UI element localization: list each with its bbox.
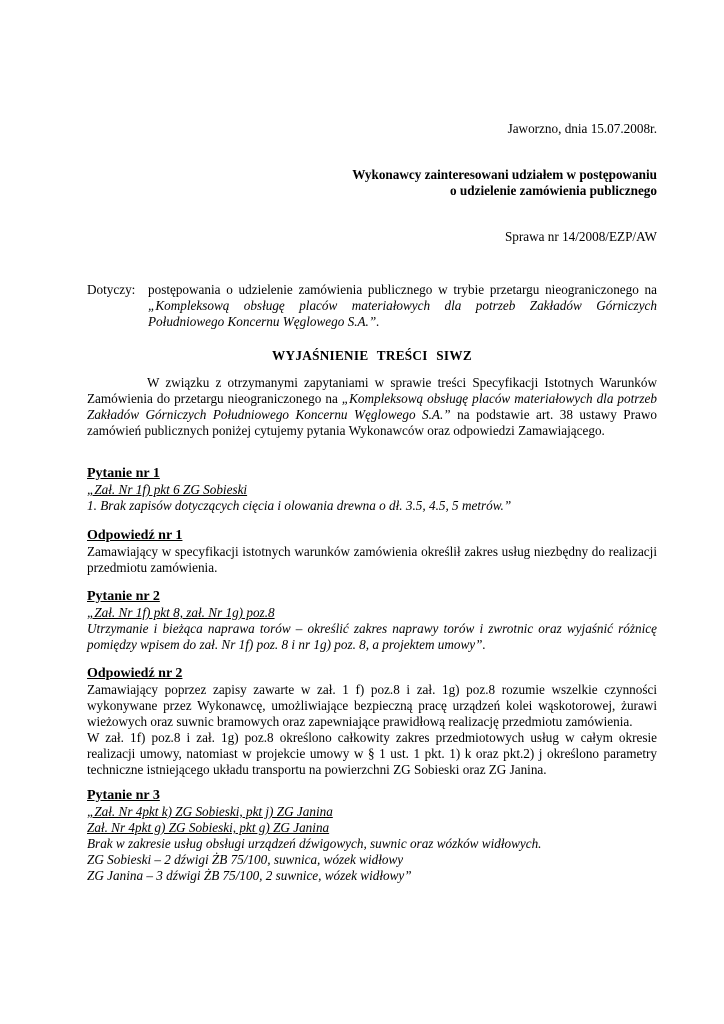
subject-line-3: Południowego Koncernu Węglowego S.A.”. bbox=[148, 314, 380, 329]
question-1 bbox=[87, 466, 657, 514]
question-3-heading: Pytanie nr 3 bbox=[87, 788, 160, 803]
subject-line-1: postępowania o udzielenie zamówienia publicznego w trybie przetargu nieograniczonego na bbox=[148, 282, 657, 297]
intro-italic: „Kompleksową obsługę placów materiałowych dla potrzeb Zakładów Górniczych Południowego Koncernu Węglowego S.A.” bbox=[87, 391, 657, 422]
subject-line-2: „Kompleksową obsługę placów materiałowych dla potrzeb Zakładów Górniczych bbox=[148, 298, 657, 313]
question-2-text: Utrzymanie i bieżąca naprawa torów – określić zakres naprawy torów i zwrotnic oraz wyjaśnić różnicę pomiędzy wpisem do zał. Nr 1f) poz. 8 i nr 1g) poz. 8, a projektem umowy”. bbox=[87, 621, 657, 652]
subject-label: Dotyczy: bbox=[87, 282, 136, 297]
answer-2-para-1: Zamawiający poprzez zapisy zawarte w zał. 1 f) poz.8 i zał. 1g) poz.8 rozumie wszelkie czynności wykonywane przez Wykonawcę, umożliwiające bezpieczną pracę urządzeń kolei wąskotorowej, żurawi wieżowych oraz suwnic bramowych oraz zapewniające prawidłową realizację przedmiotu zamówienia. bbox=[87, 682, 657, 729]
question-1-ref: „Zał. Nr 1f) pkt 6 ZG Sobieski bbox=[87, 482, 248, 497]
question-3-ref-2: Zał. Nr 4pkt g) ZG Sobieski, pkt g) ZG Janina bbox=[87, 820, 330, 835]
question-3-line-2: ZG Sobieski – 2 dźwigi ŻB 75/100, suwnica, wózek widłowy bbox=[87, 852, 404, 867]
question-3-ref-1: „Zał. Nr 4pkt k) ZG Sobieski, pkt j) ZG Janina bbox=[87, 804, 333, 819]
question-1-text: 1. Brak zapisów dotyczących cięcia i olowania drewna o dł. 3.5, 4.5, 5 metrów.” bbox=[87, 498, 512, 513]
answer-1-text: Zamawiający w specyfikacji istotnych warunków zamówienia określił zakres usług niezbędny do realizacji przedmiotu zamówienia. bbox=[87, 544, 657, 575]
intro-paragraph bbox=[87, 375, 657, 439]
case-number: Sprawa nr 14/2008/EZP/AW bbox=[504, 229, 657, 244]
subject-text bbox=[148, 282, 657, 330]
answer-2 bbox=[87, 666, 657, 778]
addressee-line-1: Wykonawcy zainteresowani udziałem w postępowaniu bbox=[352, 167, 657, 182]
place-date: Jaworzno, dnia 15.07.2008r. bbox=[507, 121, 657, 136]
document-title: WYJAŚNIENIE TREŚCI SIWZ bbox=[272, 348, 472, 363]
question-3-line-3: ZG Janina – 3 dźwigi ŻB 75/100, 2 suwnice, wózek widłowy” bbox=[87, 868, 412, 883]
question-2-ref: „Zał. Nr 1f) pkt 8, zał. Nr 1g) poz.8 bbox=[87, 605, 275, 620]
question-1-heading: Pytanie nr 1 bbox=[87, 466, 160, 481]
question-3 bbox=[87, 788, 657, 884]
answer-1 bbox=[87, 528, 657, 576]
intro-text-1: W związku z otrzymanymi zapytaniami w sprawie treści Specyfikacji Istotnych Warunków Zamówienia do przetargu nieograniczonego na bbox=[87, 375, 657, 406]
answer-2-para-2: W zał. 1f) poz.8 i zał. 1g) poz.8 określono całkowity zakres przedmiotowych usług w całym okresie realizacji umowy, natomiast w projekcie umowy w § 1 ust. 1 pkt. 1) k oraz pkt.2) j określono parametry techniczne istniejącego układu transportu na powierzchni ZG Sobieski oraz ZG Janina. bbox=[87, 730, 657, 777]
question-3-line-1: Brak w zakresie usług obsługi urządzeń dźwigowych, suwnic oraz wózków widłowych. bbox=[87, 836, 542, 851]
question-2-heading: Pytanie nr 2 bbox=[87, 589, 160, 604]
answer-1-heading: Odpowiedź nr 1 bbox=[87, 528, 183, 543]
intro-text-2: na podstawie art. 38 ustawy Prawo zamówień publicznych poniżej cytujemy pytania Wykonawców oraz odpowiedzi Zamawiającego. bbox=[87, 407, 657, 438]
answer-2-heading: Odpowiedź nr 2 bbox=[87, 666, 183, 681]
addressee-line-2: o udzielenie zamówienia publicznego bbox=[450, 183, 657, 198]
question-2 bbox=[87, 589, 657, 653]
